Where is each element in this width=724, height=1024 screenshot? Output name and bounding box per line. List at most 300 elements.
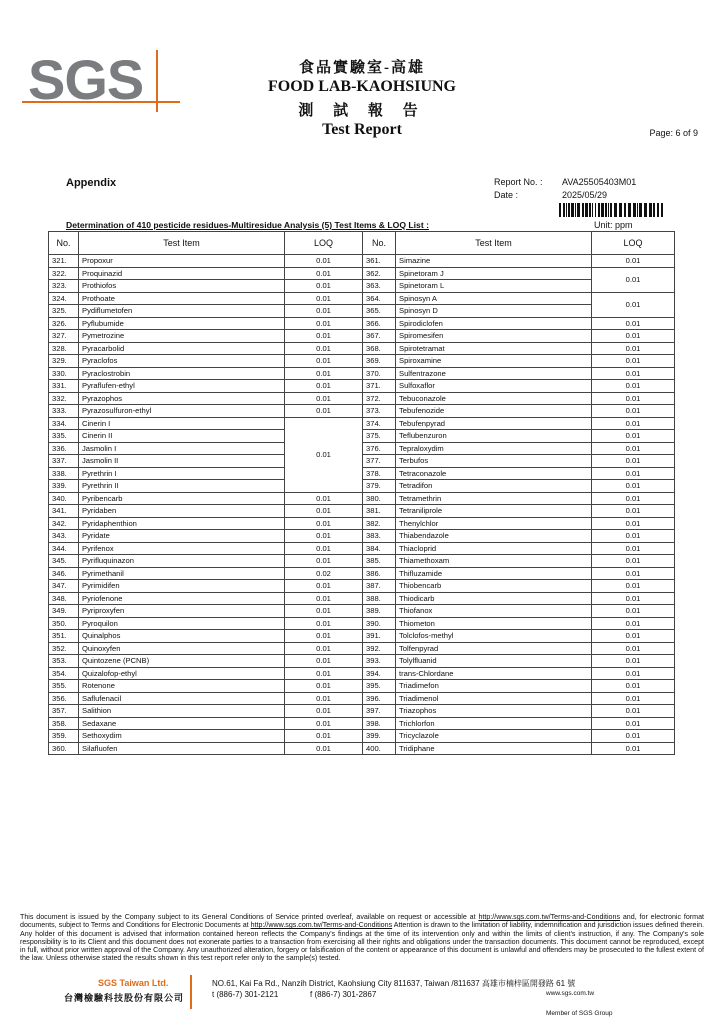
test-item-name: Pyracarbolid <box>79 342 285 355</box>
test-item-name: Pyrimidifen <box>79 580 285 593</box>
test-item-name: Pyraflufen-ethyl <box>79 380 285 393</box>
loq-value: 0.02 <box>285 567 363 580</box>
loq-value: 0.01 <box>592 580 675 593</box>
table-row <box>49 730 675 743</box>
item-number: 321. <box>49 255 79 268</box>
item-number: 378. <box>363 467 396 480</box>
table-row <box>49 380 675 393</box>
disclaimer-text: and, for electronic format documents, subject to Terms and Conditions for Electronic Documents at <box>20 913 704 930</box>
loq-value: 0.01 <box>592 630 675 643</box>
loq-value: 0.01 <box>285 492 363 505</box>
member-note: Member of SGS Group <box>546 1010 613 1017</box>
loq-value: 0.01 <box>592 367 675 380</box>
table-row <box>49 530 675 543</box>
test-item-name: Pyrethrin I <box>79 467 285 480</box>
disclaimer-text: This document is issued by the Company subject to its General Conditions of Service printed overleaf, available on request or accessible at <box>20 913 479 921</box>
report-title: Test Report <box>322 121 402 138</box>
item-number: 334. <box>49 417 79 430</box>
item-number: 347. <box>49 580 79 593</box>
loq-value: 0.01 <box>592 655 675 668</box>
report-no-row <box>494 177 637 187</box>
test-item-name: Tetraniliprole <box>396 505 592 518</box>
item-number: 391. <box>363 630 396 643</box>
loq-value: 0.01 <box>285 292 363 305</box>
test-item-name: Pyriofenone <box>79 592 285 605</box>
item-number: 344. <box>49 542 79 555</box>
test-item-name: Pyflubumide <box>79 317 285 330</box>
item-number: 374. <box>363 417 396 430</box>
table-row <box>49 305 675 318</box>
test-item-name: Tolfenpyrad <box>396 642 592 655</box>
table-row <box>49 367 675 380</box>
item-number: 348. <box>49 592 79 605</box>
item-number: 336. <box>49 442 79 455</box>
test-item-name: Spinetoram L <box>396 280 592 293</box>
loq-value: 0.01 <box>592 255 675 268</box>
item-number: 387. <box>363 580 396 593</box>
item-number: 380. <box>363 492 396 505</box>
item-number: 398. <box>363 717 396 730</box>
test-item-name: Thiofanox <box>396 605 592 618</box>
table-row <box>49 255 675 268</box>
table-row <box>49 317 675 330</box>
col-loq-header: LOQ <box>592 232 675 255</box>
appendix-heading: Appendix <box>66 177 117 189</box>
loq-value: 0.01 <box>592 667 675 680</box>
item-number: 369. <box>363 355 396 368</box>
loq-value: 0.01 <box>285 617 363 630</box>
item-number: 397. <box>363 705 396 718</box>
item-number: 377. <box>363 455 396 468</box>
company-name-cn: 台灣檢驗科技股份有限公司 <box>64 993 185 1003</box>
loq-value: 0.01 <box>592 592 675 605</box>
test-item-name: Pyribencarb <box>79 492 285 505</box>
test-item-name: Trichlorfon <box>396 717 592 730</box>
col-item-header: Test Item <box>79 232 285 255</box>
item-number: 365. <box>363 305 396 318</box>
loq-value: 0.01 <box>285 730 363 743</box>
item-number: 335. <box>49 430 79 443</box>
loq-value: 0.01 <box>592 442 675 455</box>
item-number: 350. <box>49 617 79 630</box>
item-number: 393. <box>363 655 396 668</box>
item-number: 343. <box>49 530 79 543</box>
loq-value: 0.01 <box>592 467 675 480</box>
loq-value: 0.01 <box>592 555 675 568</box>
loq-value: 0.01 <box>285 592 363 605</box>
test-item-name: Thenylchlor <box>396 517 592 530</box>
test-item-name: Spinosyn D <box>396 305 592 318</box>
disclaimer <box>20 913 704 963</box>
company-name-en: SGS Taiwan Ltd. <box>98 978 169 988</box>
loq-value: 0.01 <box>285 317 363 330</box>
test-item-name: Tebufenpyrad <box>396 417 592 430</box>
loq-value: 0.01 <box>592 505 675 518</box>
loq-value: 0.01 <box>592 730 675 743</box>
report-no-value: AVA25505403M01 <box>562 177 637 187</box>
report-no-label: Report No. : <box>494 177 543 187</box>
col-no-header: No. <box>363 232 396 255</box>
table-row <box>49 567 675 580</box>
item-number: 345. <box>49 555 79 568</box>
col-item-header: Test Item <box>396 232 592 255</box>
loq-value: 0.01 <box>285 342 363 355</box>
loq-value: 0.01 <box>592 567 675 580</box>
footer-divider <box>190 975 192 1009</box>
item-number: 333. <box>49 405 79 418</box>
test-item-name: Quizalofop-ethyl <box>79 667 285 680</box>
test-item-name: Quinoxyfen <box>79 642 285 655</box>
loq-value: 0.01 <box>592 642 675 655</box>
item-number: 327. <box>49 330 79 343</box>
test-item-name: Sedaxane <box>79 717 285 730</box>
test-item-name: Pymetrozine <box>79 330 285 343</box>
test-item-name: Terbufos <box>396 455 592 468</box>
date-value: 2025/05/29 <box>562 190 608 200</box>
loq-value: 0.01 <box>285 330 363 343</box>
company-phone: t (886-7) 301-2121 <box>212 990 279 999</box>
loq-value: 0.01 <box>285 380 363 393</box>
item-number: 331. <box>49 380 79 393</box>
terms-link[interactable]: http://www.sgs.com.tw/Terms-and-Conditions <box>250 921 393 930</box>
table-row <box>49 742 675 755</box>
loq-value: 0.01 <box>285 255 363 268</box>
item-number: 376. <box>363 442 396 455</box>
table-row <box>49 542 675 555</box>
loq-value: 0.01 <box>285 530 363 543</box>
item-number: 351. <box>49 630 79 643</box>
test-item-name: Pyrethrin II <box>79 480 285 493</box>
loq-value: 0.01 <box>592 355 675 368</box>
test-item-name: Thiobencarb <box>396 580 592 593</box>
test-item-name: Tetraconazole <box>396 467 592 480</box>
test-item-name: Pydiflumetofen <box>79 305 285 318</box>
test-item-name: Prothiofos <box>79 280 285 293</box>
item-number: 322. <box>49 267 79 280</box>
loq-value: 0.01 <box>285 692 363 705</box>
table-row <box>49 717 675 730</box>
test-item-name: Sulfoxaflor <box>396 380 592 393</box>
loq-value: 0.01 <box>592 492 675 505</box>
table-row <box>49 342 675 355</box>
loq-value: 0.01 <box>285 305 363 318</box>
lab-name-en: FOOD LAB-KAOHSIUNG <box>267 78 456 95</box>
loq-value: 0.01 <box>592 617 675 630</box>
test-item-name: Cinerin I <box>79 417 285 430</box>
item-number: 339. <box>49 480 79 493</box>
test-item-name: Spiromesifen <box>396 330 592 343</box>
loq-value: 0.01 <box>592 542 675 555</box>
test-item-name: Jasmolin II <box>79 455 285 468</box>
test-item-name: Pyridaben <box>79 505 285 518</box>
loq-value: 0.01 <box>592 292 675 317</box>
test-item-name: Thiodicarb <box>396 592 592 605</box>
test-item-name: Pyridaphenthion <box>79 517 285 530</box>
item-number: 372. <box>363 392 396 405</box>
company-fax: f (886-7) 301-2867 <box>310 990 377 999</box>
col-loq-header: LOQ <box>285 232 363 255</box>
loq-value: 0.01 <box>285 517 363 530</box>
item-number: 341. <box>49 505 79 518</box>
loq-value: 0.01 <box>285 655 363 668</box>
table-row <box>49 405 675 418</box>
barcode <box>559 203 663 217</box>
item-number: 360. <box>49 742 79 755</box>
item-number: 400. <box>363 742 396 755</box>
item-number: 366. <box>363 317 396 330</box>
unit-label: Unit: ppm <box>594 220 633 230</box>
test-item-name: Tepraloxydim <box>396 442 592 455</box>
item-number: 373. <box>363 405 396 418</box>
loq-value: 0.01 <box>285 355 363 368</box>
table-row <box>49 617 675 630</box>
item-number: 382. <box>363 517 396 530</box>
test-item-name: Propoxur <box>79 255 285 268</box>
item-number: 390. <box>363 617 396 630</box>
item-number: 381. <box>363 505 396 518</box>
item-number: 354. <box>49 667 79 680</box>
item-number: 368. <box>363 342 396 355</box>
test-item-name: Proquinazid <box>79 267 285 280</box>
loq-value: 0.01 <box>285 542 363 555</box>
item-number: 371. <box>363 380 396 393</box>
loq-value: 0.01 <box>592 455 675 468</box>
loq-value: 0.01 <box>592 380 675 393</box>
item-number: 338. <box>49 467 79 480</box>
loq-value: 0.01 <box>592 392 675 405</box>
item-number: 352. <box>49 642 79 655</box>
loq-value: 0.01 <box>285 580 363 593</box>
test-item-name: Tetradifon <box>396 480 592 493</box>
item-number: 324. <box>49 292 79 305</box>
loq-value: 0.01 <box>285 680 363 693</box>
test-item-name: Thifluzamide <box>396 567 592 580</box>
test-item-name: Rotenone <box>79 680 285 693</box>
loq-value: 0.01 <box>285 742 363 755</box>
table-row <box>49 667 675 680</box>
item-number: 370. <box>363 367 396 380</box>
test-item-name: Spiroxamine <box>396 355 592 368</box>
table-row <box>49 642 675 655</box>
loq-value: 0.01 <box>285 555 363 568</box>
item-number: 384. <box>363 542 396 555</box>
item-number: 329. <box>49 355 79 368</box>
loq-value: 0.01 <box>285 605 363 618</box>
table-row <box>49 605 675 618</box>
loq-value: 0.01 <box>285 717 363 730</box>
test-item-name: Pyrifenox <box>79 542 285 555</box>
loq-value: 0.01 <box>592 742 675 755</box>
test-item-name: Teflubenzuron <box>396 430 592 443</box>
loq-value: 0.01 <box>285 405 363 418</box>
loq-value: 0.01 <box>285 642 363 655</box>
test-item-name: Jasmolin I <box>79 442 285 455</box>
item-number: 349. <box>49 605 79 618</box>
test-item-name: Simazine <box>396 255 592 268</box>
table-row <box>49 580 675 593</box>
table-row <box>49 517 675 530</box>
loq-value: 0.01 <box>285 367 363 380</box>
test-item-name: Tetramethrin <box>396 492 592 505</box>
report-title-cn: 測 試 報 告 <box>298 103 426 119</box>
test-item-name: Thiabendazole <box>396 530 592 543</box>
item-number: 386. <box>363 567 396 580</box>
table-row <box>49 592 675 605</box>
item-number: 342. <box>49 517 79 530</box>
test-item-name: Quintozene (PCNB) <box>79 655 285 668</box>
test-item-name: Spinetoram J <box>396 267 592 280</box>
test-item-name: Pyroquilon <box>79 617 285 630</box>
table-title: Determination of 410 pesticide residues-Multiresidue Analysis (5) Test Items & LOQ List : <box>66 220 429 230</box>
loq-value: 0.01 <box>592 342 675 355</box>
table-row <box>49 492 675 505</box>
loq-value: 0.01 <box>592 530 675 543</box>
item-number: 375. <box>363 430 396 443</box>
item-number: 383. <box>363 530 396 543</box>
test-item-name: Quinalphos <box>79 630 285 643</box>
table-row <box>49 680 675 693</box>
table-row <box>49 330 675 343</box>
test-item-name: Tricyclazole <box>396 730 592 743</box>
test-item-name: Pyriproxyfen <box>79 605 285 618</box>
loq-value: 0.01 <box>592 517 675 530</box>
loq-value: 0.01 <box>592 605 675 618</box>
table-row <box>49 555 675 568</box>
item-number: 367. <box>363 330 396 343</box>
table-row <box>49 280 675 293</box>
test-item-name: Tridiphane <box>396 742 592 755</box>
test-item-name: Spirodiclofen <box>396 317 592 330</box>
date-row <box>494 190 608 200</box>
loq-value: 0.01 <box>592 417 675 430</box>
item-number: 332. <box>49 392 79 405</box>
loq-value: 0.01 <box>285 280 363 293</box>
test-item-name: Saflufenacil <box>79 692 285 705</box>
item-number: 388. <box>363 592 396 605</box>
table-row <box>49 505 675 518</box>
item-number: 396. <box>363 692 396 705</box>
item-number: 361. <box>363 255 396 268</box>
loq-value: 0.01 <box>592 330 675 343</box>
test-item-name: Pyrazophos <box>79 392 285 405</box>
item-number: 325. <box>49 305 79 318</box>
loq-value: 0.01 <box>285 505 363 518</box>
col-no-header: No. <box>49 232 79 255</box>
loq-value: 0.01 <box>592 267 675 292</box>
test-item-name: Pyrifluquinazon <box>79 555 285 568</box>
logo-text: SGS <box>28 48 144 111</box>
loq-value: 0.01 <box>285 267 363 280</box>
test-item-name: Cinerin II <box>79 430 285 443</box>
test-item-name: Silafluofen <box>79 742 285 755</box>
loq-value: 0.01 <box>285 667 363 680</box>
test-item-name: Thiacloprid <box>396 542 592 555</box>
item-number: 346. <box>49 567 79 580</box>
test-item-name: Salithion <box>79 705 285 718</box>
item-number: 356. <box>49 692 79 705</box>
test-item-name: Triazophos <box>396 705 592 718</box>
loq-value: 0.01 <box>592 405 675 418</box>
item-number: 359. <box>49 730 79 743</box>
test-item-name: Spinosyn A <box>396 292 592 305</box>
test-item-name: Thiometon <box>396 617 592 630</box>
loq-value: 0.01 <box>592 680 675 693</box>
item-number: 326. <box>49 317 79 330</box>
test-item-name: Pyraclofos <box>79 355 285 368</box>
disclaimer-text: Attention is drawn to the limitation of liability, indemnification and jurisdiction issues defined therein. Any holder of this document is advised that information contained hereon reflects the Company's findings at the time of its intervention only and within the limits of client's instruction, if any. The Company's sole responsibility is to its Client and this document does not exonerate parties to a transaction from exercising all their rights and obligations under the transaction documents. This document cannot be reproduced, except in full, without prior written approval of the Company. Any unauthorized alteration, forgery or falsification of the content or appearance of this document is unlawful and offenders may be prosecuted to the fullest extent of the law. Unless otherwise stated the results shown in this test report refer only to the sample(s) tested. <box>20 921 704 963</box>
item-number: 385. <box>363 555 396 568</box>
test-item-name: Thiamethoxam <box>396 555 592 568</box>
table-row <box>49 355 675 368</box>
table-row <box>49 267 675 280</box>
table-row <box>49 630 675 643</box>
item-number: 394. <box>363 667 396 680</box>
date-label: Date : <box>494 190 519 200</box>
test-item-name: Pyrimethanil <box>79 567 285 580</box>
loq-value: 0.01 <box>285 705 363 718</box>
test-item-name: Triadimenol <box>396 692 592 705</box>
test-item-name: Pyrazosulfuron-ethyl <box>79 405 285 418</box>
item-number: 357. <box>49 705 79 718</box>
loq-value: 0.01 <box>592 430 675 443</box>
loq-value: 0.01 <box>592 692 675 705</box>
test-item-name: Pyraclostrobin <box>79 367 285 380</box>
test-item-name: Sulfentrazone <box>396 367 592 380</box>
lab-name-cn: 食品實驗室-高雄 <box>299 60 425 76</box>
test-item-name: Sethoxydim <box>79 730 285 743</box>
item-number: 337. <box>49 455 79 468</box>
item-number: 353. <box>49 655 79 668</box>
table-row <box>49 392 675 405</box>
table-row <box>49 417 675 430</box>
loq-value: 0.01 <box>285 630 363 643</box>
loq-value: 0.01 <box>592 317 675 330</box>
item-number: 399. <box>363 730 396 743</box>
table-row <box>49 692 675 705</box>
item-number: 379. <box>363 480 396 493</box>
table-row <box>49 292 675 305</box>
item-number: 330. <box>49 367 79 380</box>
pesticide-table <box>48 231 675 755</box>
table-header-row <box>49 232 675 255</box>
test-item-name: Prothoate <box>79 292 285 305</box>
loq-value: 0.01 <box>285 392 363 405</box>
item-number: 364. <box>363 292 396 305</box>
test-item-name: trans-Chlordane <box>396 667 592 680</box>
company-website[interactable]: www.sgs.com.tw <box>546 990 595 997</box>
item-number: 362. <box>363 267 396 280</box>
loq-value: 0.01 <box>592 717 675 730</box>
loq-value: 0.01 <box>592 480 675 493</box>
item-number: 395. <box>363 680 396 693</box>
table-row <box>49 655 675 668</box>
page-number: Page: 6 of 9 <box>649 128 698 138</box>
loq-value: 0.01 <box>592 705 675 718</box>
item-number: 358. <box>49 717 79 730</box>
terms-link[interactable]: http://www.sgs.com.tw/Terms-and-Conditions <box>478 913 620 921</box>
test-item-name: Pyridate <box>79 530 285 543</box>
test-item-name: Tebufenozide <box>396 405 592 418</box>
item-number: 323. <box>49 280 79 293</box>
item-number: 392. <box>363 642 396 655</box>
table-row <box>49 705 675 718</box>
company-address: NO.61, Kai Fa Rd., Nanzih District, Kaohsiung City 811637, Taiwan /811637 高雄市楠梓區開發路 61 號 <box>212 979 576 988</box>
item-number: 355. <box>49 680 79 693</box>
test-item-name: Tebuconazole <box>396 392 592 405</box>
test-item-name: Spirotetramat <box>396 342 592 355</box>
loq-value: 0.01 <box>285 417 363 492</box>
item-number: 328. <box>49 342 79 355</box>
